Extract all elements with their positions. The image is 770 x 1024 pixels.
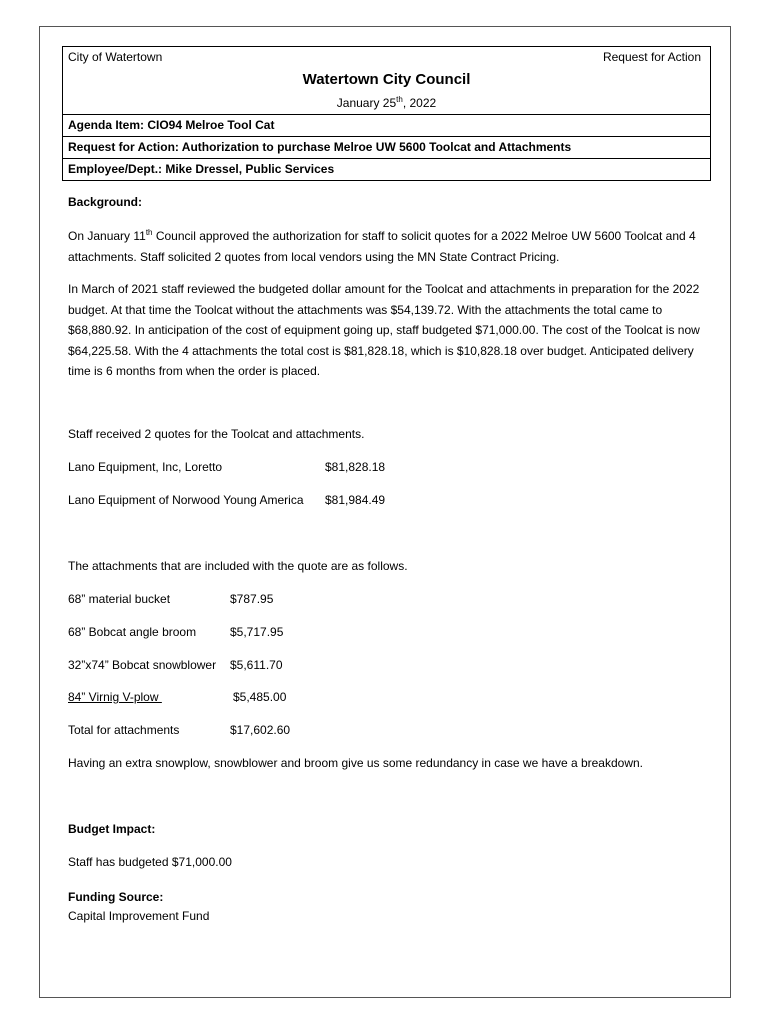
quote-vendor: Lano Equipment of Norwood Young America (68, 493, 304, 507)
attachment-amount: $5,485.00 (233, 690, 287, 704)
request-label: Request for Action (602, 50, 701, 64)
attachment-name: 32”x74” Bobcat snowblower (68, 658, 217, 672)
background-heading: Background: (68, 195, 143, 209)
quote-amount: $81,828.18 (325, 460, 386, 474)
attachment-name: 68” material bucket (68, 592, 171, 606)
quote-amount: $81,984.49 (325, 493, 386, 507)
background-paragraph-1: On January 11th Council approved the authorization for staff to solicit quotes for a 2022 Melroe UW 5600 Toolcat and 4 attachments. Staff solicited 2 quotes from local vendors using the MN State Contract Pricing. (68, 228, 696, 264)
budget-heading: Budget Impact: (68, 822, 156, 836)
attachment-underlined-row (68, 690, 290, 704)
funding-text: Capital Improvement Fund (68, 909, 210, 923)
attachment-amount: $5,717.95 (230, 625, 284, 639)
attachment-name: 68” Bobcat angle broom (68, 625, 197, 639)
funding-heading: Funding Source: (68, 890, 164, 904)
attachments-intro: The attachments that are included with the quote are as follows. (68, 559, 408, 573)
background-paragraph-2: In March of 2021 staff reviewed the budgeted dollar amount for the Toolcat and attachments in preparation for the 2022 budget. At that time the Toolcat without the attachments was $54,139.72. With the attachments the total came to $68,880.92. In anticipation of the cost of equipment going up, staff budgeted $71,000.00. The cost of the Toolcat is now $64,225.58. With the 4 attachments the total cost is $81,828.18, which is $10,828.18 over budget. Anticipated delivery time is 6 months from when the order is placed. (68, 282, 700, 378)
attachment-amount: $787.95 (230, 592, 274, 606)
header-box (62, 46, 711, 115)
attachments-total-label: Total for attachments (68, 723, 180, 737)
attachment-amount: $5,611.70 (230, 658, 283, 672)
council-title: Watertown City Council (302, 71, 471, 88)
agenda-item-row: Agenda Item: CIO94 Melroe Tool Cat (62, 115, 711, 137)
document-page (39, 26, 731, 998)
attachment-name: 84” Virnig V-plow (68, 690, 159, 704)
employee-dept-row: Employee/Dept.: Mike Dressel, Public Services (62, 159, 711, 181)
city-name: City of Watertown (68, 50, 163, 64)
quote-vendor: Lano Equipment, Inc, Loretto (68, 460, 223, 474)
attachments-total-amount: $17,602.60 (230, 723, 291, 737)
request-for-action-row: Request for Action: Authorization to purchase Melroe UW 5600 Toolcat and Attachments (62, 137, 711, 159)
meeting-date: January 25th, 2022 (336, 95, 437, 110)
redundancy-note: Having an extra snowplow, snowblower and broom give us some redundancy in case we have a breakdown. (68, 756, 643, 770)
quotes-intro: Staff received 2 quotes for the Toolcat and attachments. (68, 427, 365, 441)
budget-text: Staff has budgeted $71,000.00 (68, 855, 232, 869)
